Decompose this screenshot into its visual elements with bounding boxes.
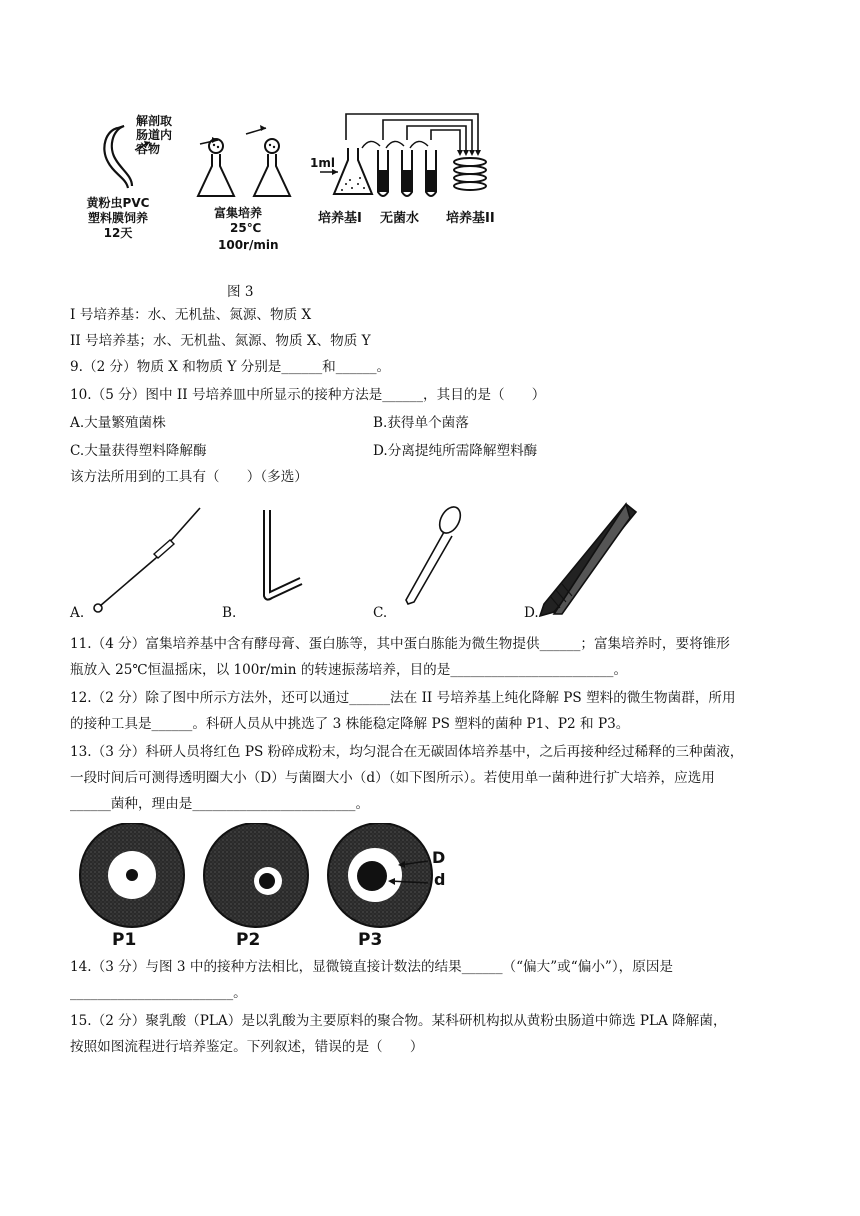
label-dissect: 解剖取 肠道内 容物	[136, 114, 173, 156]
question-10: 10.（5 分）图中 II 号培养皿中所显示的接种方法是______，其目的是（ ）	[70, 387, 546, 403]
plate-label-p2: P2	[236, 930, 261, 950]
plate-label-p3: P3	[358, 930, 383, 950]
label-sterile-water: 无菌水	[380, 211, 420, 226]
plate-label-p1: P1	[112, 930, 137, 950]
mark-big-d: D	[432, 848, 446, 867]
question-15-line-1: 15.（2 分）聚乳酸（PLA）是以乳酸为主要原料的聚合物。某科研机构拟从黄粉虫肠道中筛选 PLA 降解菌，	[70, 1013, 727, 1029]
option-a: A.大量繁殖菌株	[70, 415, 166, 431]
question-14-line-1: 14.（3 分）与图 3 中的接种方法相比，显微镜直接计数法的结果______（“偏大”或“偏小”），原因是	[70, 959, 674, 975]
tool-letter-b: B.	[222, 605, 237, 621]
tweezers-icon	[540, 504, 636, 616]
question-12-line-1: 12.（2 分）除了图中所示方法外，还可以通过______法在 II 号培养基上纯化降解 PS 塑料的微生物菌群，所用	[70, 690, 736, 706]
mealworm-icon	[104, 126, 132, 188]
inoculating-loop-icon	[94, 508, 200, 612]
question-11-line-2: 瓶放入 25℃恒温摇床，以 100r/min 的转速振荡培养，目的是________________________。	[70, 662, 628, 678]
petri-dish-stack-icon	[454, 158, 486, 190]
question-13-line-1: 13.（3 分）科研人员将红色 PS 粉碎成粉末，均匀混合在无碳固体培养基中，之后再接种经过稀释的三种菌液，	[70, 744, 744, 760]
medium-2-note: II 号培养基；水、无机盐、氮源、物质 X、物质 Y	[70, 333, 371, 349]
question-12-line-2: 的接种工具是______。科研人员从中挑选了 3 株能稳定降解 PS 塑料的菌种 P1、P2 和 P3。	[70, 716, 630, 732]
label-temp: 25℃	[230, 221, 262, 235]
plates-figure	[70, 823, 490, 928]
mark-small-d: d	[434, 870, 446, 889]
figure-caption: 图 3	[227, 284, 254, 300]
question-13-line-2: 一段时间后可测得透明圈大小（D）与菌圈大小（d）（如下图所示）。若使用单一菌种进行扩大培养，应选用	[70, 770, 715, 786]
tools-prompt: 该方法所用到的工具有（ ）（多选）	[70, 469, 308, 485]
flask-icon	[254, 139, 290, 196]
label-volume: 1ml	[310, 156, 335, 170]
figure-3	[80, 100, 550, 270]
option-b: B.获得单个菌落	[373, 415, 469, 431]
question-15-line-2: 按照如图流程进行培养鉴定。下列叙述，错误的是（ ）	[70, 1039, 424, 1055]
flask-icon	[198, 139, 234, 196]
label-medium-1: 培养基I	[318, 211, 362, 226]
question-11-line-1: 11.（4 分）富集培养基中含有酵母膏、蛋白胨等，其中蛋白胨能为微生物提供______；富集培养时，要将锥形	[70, 636, 730, 652]
label-speed: 100r/min	[218, 238, 279, 252]
plate-p3	[328, 823, 432, 927]
plate-p2	[204, 823, 308, 927]
label-worm: 黄粉虫PVC 塑料膜饲养 12天	[86, 196, 150, 240]
question-9: 9.（2 分）物质 X 和物质 Y 分别是______和______。	[70, 359, 391, 375]
tools-figure	[70, 498, 670, 623]
dropper-icon	[406, 503, 465, 604]
label-medium-2: 培养基II	[446, 211, 495, 226]
label-enrich: 富集培养	[214, 206, 263, 220]
question-13-line-3: ______菌种，理由是________________________。	[70, 796, 370, 812]
tool-letter-c: C.	[373, 605, 388, 621]
medium-1-flask-icon	[334, 148, 372, 194]
tool-letter-a: A.	[70, 605, 85, 621]
spreader-icon	[264, 510, 302, 600]
option-d: D.分离提纯所需降解塑料酶	[373, 443, 538, 459]
medium-1-note: I 号培养基：水、无机盐、氮源、物质 X	[70, 307, 312, 323]
plate-p1	[80, 823, 184, 927]
question-14-line-2: ________________________。	[70, 985, 247, 1001]
option-c: C.大量获得塑料降解酶	[70, 443, 207, 459]
tool-letter-d: D.	[524, 605, 539, 621]
